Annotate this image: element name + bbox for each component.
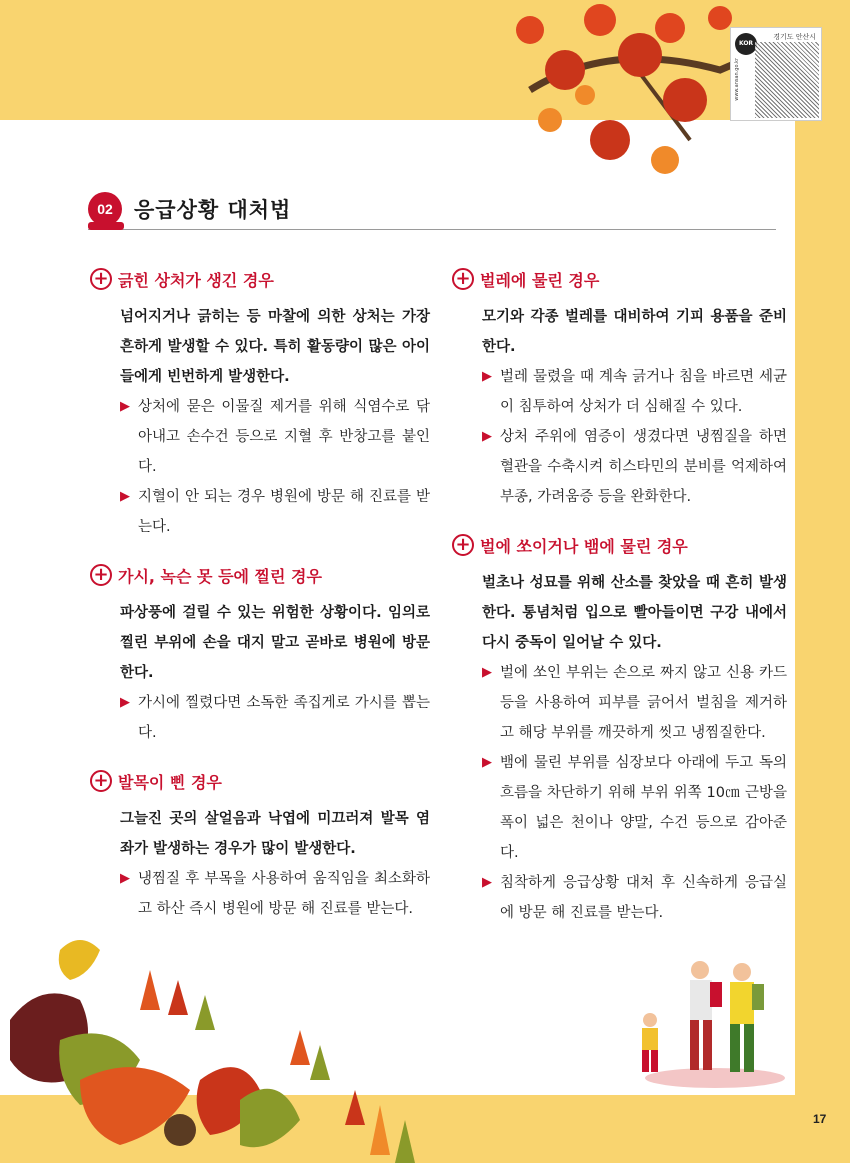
left-column: [90, 264, 430, 942]
qr-pattern: [755, 42, 819, 118]
list-item-text: 가시에 찔렸다면 소독한 족집게로 가시를 뽑는다.: [138, 695, 430, 741]
list-item: [482, 362, 787, 422]
triangle-right-icon: ▶: [120, 399, 130, 414]
section-lead: 넘어지거나 긁히는 등 마찰에 의한 상처는 가장 흔하게 발생할 수 있다. 특히 활동량이 많은 아이들에게 빈번하게 발생한다.: [120, 309, 430, 385]
hikers-illustration: [620, 950, 785, 1090]
badge-base: [88, 222, 124, 230]
list-item-text: 지혈이 안 되는 경우 병원에 방문 해 진료를 받는다.: [138, 489, 430, 535]
page-number: 17: [813, 1112, 827, 1126]
bullet-list: [452, 658, 787, 928]
section-title-text: 가시, 녹슨 못 등에 찔린 경우: [118, 566, 322, 586]
section-title-text: 벌에 쏘이거나 뱀에 물린 경우: [480, 536, 688, 556]
section-lead: 그늘진 곳의 살얼음과 낙엽에 미끄러져 발목 염좌가 발생하는 경우가 많이 발생한다.: [120, 811, 430, 857]
list-item-text: 냉찜질 후 부목을 사용하여 움직임을 최소화하고 하산 즉시 병원에 방문 해 진료를 받는다.: [138, 871, 430, 917]
qr-caption: 경기도 안산시: [773, 33, 816, 41]
list-item: [482, 422, 787, 512]
list-item: [120, 688, 430, 748]
plus-circle-icon: +: [90, 564, 112, 586]
list-item-text: 상처 주위에 염증이 생겼다면 냉찜질을 하면 혈관을 수축시켜 히스타민의 분비를 억제하여 부종, 가려움증 등을 완화한다.: [500, 429, 787, 505]
list-item: [482, 868, 787, 928]
triangle-right-icon: ▶: [120, 871, 130, 886]
triangle-right-icon: ▶: [482, 665, 492, 680]
section-title-text: 긁힌 상처가 생긴 경우: [118, 270, 274, 290]
section-number-badge: [88, 192, 124, 228]
plus-circle-icon: +: [90, 770, 112, 792]
list-item: [120, 864, 430, 924]
section-title: [90, 560, 430, 590]
section-insect-bite: [452, 264, 787, 512]
bullet-list: [90, 688, 430, 748]
section-number: 02: [88, 192, 122, 226]
plus-circle-icon: +: [90, 268, 112, 290]
plus-circle-icon: +: [452, 534, 474, 556]
list-item: [120, 482, 430, 542]
list-item-text: 상처에 묻은 이물질 제거를 위해 식염수로 닦아내고 손수건 등으로 지혈 후 반창고를 붙인다.: [138, 399, 430, 475]
list-item: [482, 658, 787, 748]
triangle-right-icon: ▶: [482, 369, 492, 384]
section-title-text: 발목이 삔 경우: [118, 772, 222, 792]
list-item-text: 벌레 물렸을 때 계속 긁거나 침을 바르면 세균이 침투하여 상처가 더 심해질 수 있다.: [500, 369, 787, 415]
list-item-text: 침착하게 응급상황 대처 후 신속하게 응급실에 방문 해 진료를 받는다.: [500, 875, 787, 921]
section-title: [90, 766, 430, 796]
triangle-right-icon: ▶: [482, 875, 492, 890]
list-item-text: 벌에 쏘인 부위는 손으로 짜지 않고 신용 카드 등을 사용하여 피부를 긁어서 벌침을 제거하고 해당 부위를 깨끗하게 씻고 냉찜질한다.: [500, 665, 787, 741]
section-lead: 파상풍에 걸릴 수 있는 위험한 상황이다. 임의로 찔린 부위에 손을 대지 말고 곧바로 병원에 방문한다.: [120, 605, 430, 681]
triangle-right-icon: ▶: [482, 755, 492, 770]
section-bee-snake: [452, 530, 787, 928]
kor-badge: KOR: [735, 33, 757, 55]
qr-code[interactable]: [730, 27, 822, 121]
section-title: [452, 264, 787, 294]
bullet-list: [90, 864, 430, 924]
list-item: [482, 748, 787, 868]
right-column: [452, 264, 787, 946]
triangle-right-icon: ▶: [482, 429, 492, 444]
section-puncture: [90, 560, 430, 748]
section-title: [90, 264, 430, 294]
page-title: 응급상황 대처법: [134, 198, 292, 222]
triangle-right-icon: ▶: [120, 695, 130, 710]
section-header: [88, 190, 776, 230]
triangle-right-icon: ▶: [120, 489, 130, 504]
qr-site: www.ansan.go.kr: [734, 58, 740, 101]
section-lead: 벌초나 성묘를 위해 산소를 찾았을 때 흔히 발생한다. 통념처럼 입으로 빨아들이면 구강 내에서 다시 중독이 일어날 수 있다.: [482, 575, 787, 651]
section-sprain: [90, 766, 430, 924]
plus-circle-icon: +: [452, 268, 474, 290]
section-scratch: [90, 264, 430, 542]
list-item-text: 뱀에 물린 부위를 심장보다 아래에 두고 독의 흐름을 차단하기 위해 부위 위쪽 10㎝ 근방을 폭이 넓은 천이나 양말, 수건 등으로 감아준다.: [500, 755, 787, 861]
bullet-list: [452, 362, 787, 512]
section-title: [452, 530, 787, 560]
bullet-list: [90, 392, 430, 542]
section-lead: 모기와 각종 벌레를 대비하여 기피 용품을 준비한다.: [482, 309, 787, 355]
autumn-leaves-illustration: [0, 930, 440, 1163]
section-title-text: 벌레에 물린 경우: [480, 270, 600, 290]
list-item: [120, 392, 430, 482]
